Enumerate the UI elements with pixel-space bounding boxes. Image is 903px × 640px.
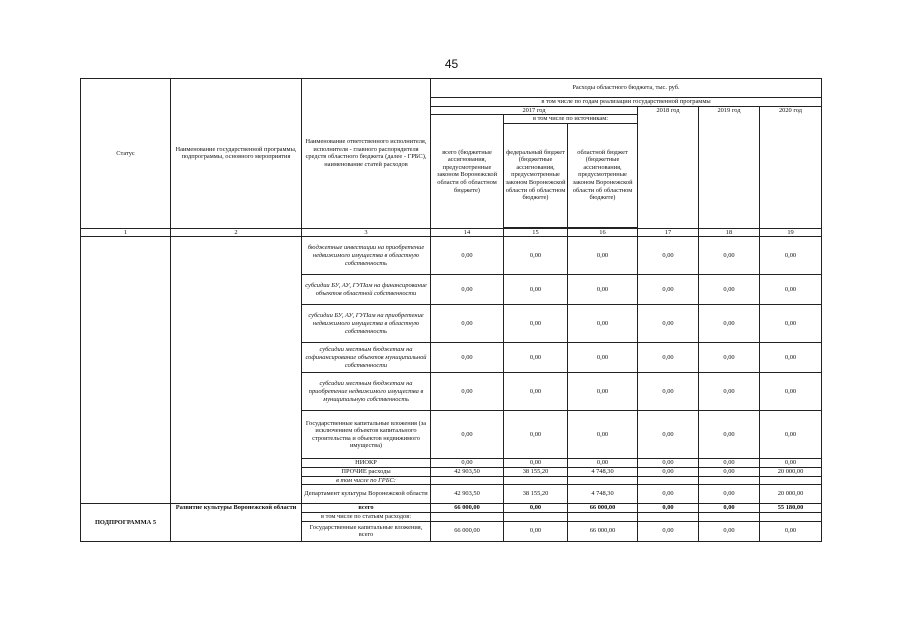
value-2020: 0,00: [760, 411, 822, 459]
value-2019: [699, 513, 760, 522]
value-federal: 38 155,20: [504, 467, 568, 476]
value-federal: 0,00: [504, 504, 568, 513]
header-program-name: Наименование государственной программы, подпрограммы, основного мероприятия: [171, 79, 302, 229]
header-status: Статус: [81, 79, 171, 229]
row-description: субсидии местным бюджетам на приобретение недвижимого имущества в муниципальную собственность: [302, 373, 431, 411]
subprogram-total-label: всего: [302, 504, 431, 513]
value-2019: 0,00: [699, 504, 760, 513]
value-regional: 0,00: [568, 373, 638, 411]
col-number: 18: [699, 228, 760, 237]
row-description: Департамент культуры Воронежской области: [302, 485, 431, 504]
header-by-years: в том числе по годам реализации государственной программы: [431, 98, 822, 107]
value-2018: 0,00: [638, 467, 699, 476]
value-2019: 0,00: [699, 343, 760, 373]
row-description: Государственные капитальные вложения, всего: [302, 521, 431, 541]
header-regional: областной бюджет (бюджетные ассигнования, предусмотренные законом Воронежской области об областном бюджете): [568, 123, 638, 227]
value-regional: 0,00: [568, 411, 638, 459]
value-total: 66 000,00: [431, 504, 504, 513]
value-regional: 66 000,00: [568, 521, 638, 541]
value-federal: 0,00: [504, 373, 568, 411]
row-description: субсидии БУ, АУ, ГУПам на приобретение недвижимого имущества в областную собственность: [302, 305, 431, 343]
header-executor: Наименование ответственного исполнителя, исполнителя - главного распорядителя средств областного бюджета (далее - ГРБС), наименование статей расходов: [302, 79, 431, 229]
value-2019: 0,00: [699, 275, 760, 305]
col-number: 16: [568, 228, 638, 237]
header-total: всего (бюджетные ассигнования, предусмотренные законом Воронежской области об областном бюджете): [431, 115, 504, 229]
value-total: 0,00: [431, 237, 504, 275]
value-2018: 0,00: [638, 275, 699, 305]
value-2020: [760, 513, 822, 522]
subprogram-total-row: [81, 504, 822, 513]
page-number: 45: [444, 57, 459, 71]
program-cell: [171, 237, 302, 504]
value-total: 0,00: [431, 459, 504, 468]
table-row: [81, 237, 822, 275]
header-sources: в том числе по источникам:: [504, 115, 638, 124]
value-total: [431, 513, 504, 522]
status-cell: [81, 237, 171, 504]
value-regional: 4 748,30: [568, 485, 638, 504]
value-2019: 0,00: [699, 411, 760, 459]
value-2018: 0,00: [638, 521, 699, 541]
header-federal: федеральный бюджет (бюджетные ассигнования, предусмотренные законом Воронежской области об областном бюджете): [504, 123, 568, 227]
value-federal: [504, 513, 568, 522]
value-2020: 20 000,00: [760, 485, 822, 504]
header-year-2017: 2017 год: [431, 106, 638, 115]
row-description: субсидии местным бюджетам на софинансирование объектов муниципальной собственности: [302, 343, 431, 373]
value-regional: 0,00: [568, 275, 638, 305]
row-description: ПРОЧИЕ расходы: [302, 467, 431, 476]
value-2019: 0,00: [699, 373, 760, 411]
budget-table: [80, 78, 822, 542]
value-federal: 0,00: [504, 305, 568, 343]
value-2019: 0,00: [699, 467, 760, 476]
value-regional: [568, 476, 638, 485]
value-2020: 20 000,00: [760, 467, 822, 476]
column-numbers-row: [81, 228, 822, 237]
row-description: бюджетные инвестиции на приобретение недвижимого имущества в областную собственность: [302, 237, 431, 275]
value-2018: 0,00: [638, 237, 699, 275]
value-federal: 0,00: [504, 411, 568, 459]
row-description: в том числе по ГРБС:: [302, 476, 431, 485]
value-2018: [638, 476, 699, 485]
value-federal: 0,00: [504, 343, 568, 373]
value-total: 42 903,50: [431, 467, 504, 476]
value-total: 0,00: [431, 305, 504, 343]
value-2018: [638, 513, 699, 522]
value-2018: 0,00: [638, 373, 699, 411]
value-federal: 0,00: [504, 459, 568, 468]
header-year-2020: 2020 год: [760, 106, 822, 228]
value-federal: [504, 476, 568, 485]
value-regional: 66 000,00: [568, 504, 638, 513]
value-2018: 0,00: [638, 485, 699, 504]
value-regional: 0,00: [568, 237, 638, 275]
value-2020: 0,00: [760, 521, 822, 541]
value-2018: 0,00: [638, 411, 699, 459]
value-total: [431, 476, 504, 485]
col-number: 3: [302, 228, 431, 237]
value-2019: 0,00: [699, 305, 760, 343]
value-total: 0,00: [431, 411, 504, 459]
row-description: НИОКР: [302, 459, 431, 468]
value-2018: 0,00: [638, 504, 699, 513]
value-2018: 0,00: [638, 459, 699, 468]
value-regional: 0,00: [568, 343, 638, 373]
value-2020: 0,00: [760, 343, 822, 373]
value-2020: 0,00: [760, 305, 822, 343]
header-expenses: Расходы областного бюджета, тыс. руб.: [431, 79, 822, 98]
value-2019: 0,00: [699, 459, 760, 468]
value-total: 0,00: [431, 275, 504, 305]
value-2018: 0,00: [638, 305, 699, 343]
value-federal: 0,00: [504, 237, 568, 275]
row-description: субсидии БУ, АУ, ГУПам на финансирование объектов областной собственности: [302, 275, 431, 305]
row-description: в том числе по статьям расходов:: [302, 513, 431, 522]
value-2019: 0,00: [699, 237, 760, 275]
value-total: 66 000,00: [431, 521, 504, 541]
row-description: Государственные капитальные вложения (за исключением объектов капитального строительства и объектов недвижимого имущества): [302, 411, 431, 459]
value-total: 0,00: [431, 373, 504, 411]
value-total: 42 903,50: [431, 485, 504, 504]
value-2019: 0,00: [699, 521, 760, 541]
value-federal: 38 155,20: [504, 485, 568, 504]
value-regional: 0,00: [568, 459, 638, 468]
value-regional: 4 748,30: [568, 467, 638, 476]
value-total: 0,00: [431, 343, 504, 373]
value-2018: 0,00: [638, 343, 699, 373]
value-federal: 0,00: [504, 521, 568, 541]
value-regional: 0,00: [568, 305, 638, 343]
value-federal: 0,00: [504, 275, 568, 305]
value-2020: 0,00: [760, 373, 822, 411]
header-year-2018: 2018 год: [638, 106, 699, 228]
value-2020: 0,00: [760, 275, 822, 305]
col-number: 17: [638, 228, 699, 237]
value-2020: 0,00: [760, 459, 822, 468]
col-number: 14: [431, 228, 504, 237]
value-2020: 55 180,00: [760, 504, 822, 513]
col-number: 19: [760, 228, 822, 237]
value-2019: [699, 476, 760, 485]
value-2020: 0,00: [760, 237, 822, 275]
subprogram-status: ПОДПРОГРАММА 5: [81, 504, 171, 542]
value-regional: [568, 513, 638, 522]
value-2020: [760, 476, 822, 485]
header-year-2019: 2019 год: [699, 106, 760, 228]
value-2019: 0,00: [699, 485, 760, 504]
col-number: 1: [81, 228, 171, 237]
col-number: 15: [504, 228, 568, 237]
col-number: 2: [171, 228, 302, 237]
subprogram-name: Развитие культуры Воронежской области: [171, 504, 302, 542]
